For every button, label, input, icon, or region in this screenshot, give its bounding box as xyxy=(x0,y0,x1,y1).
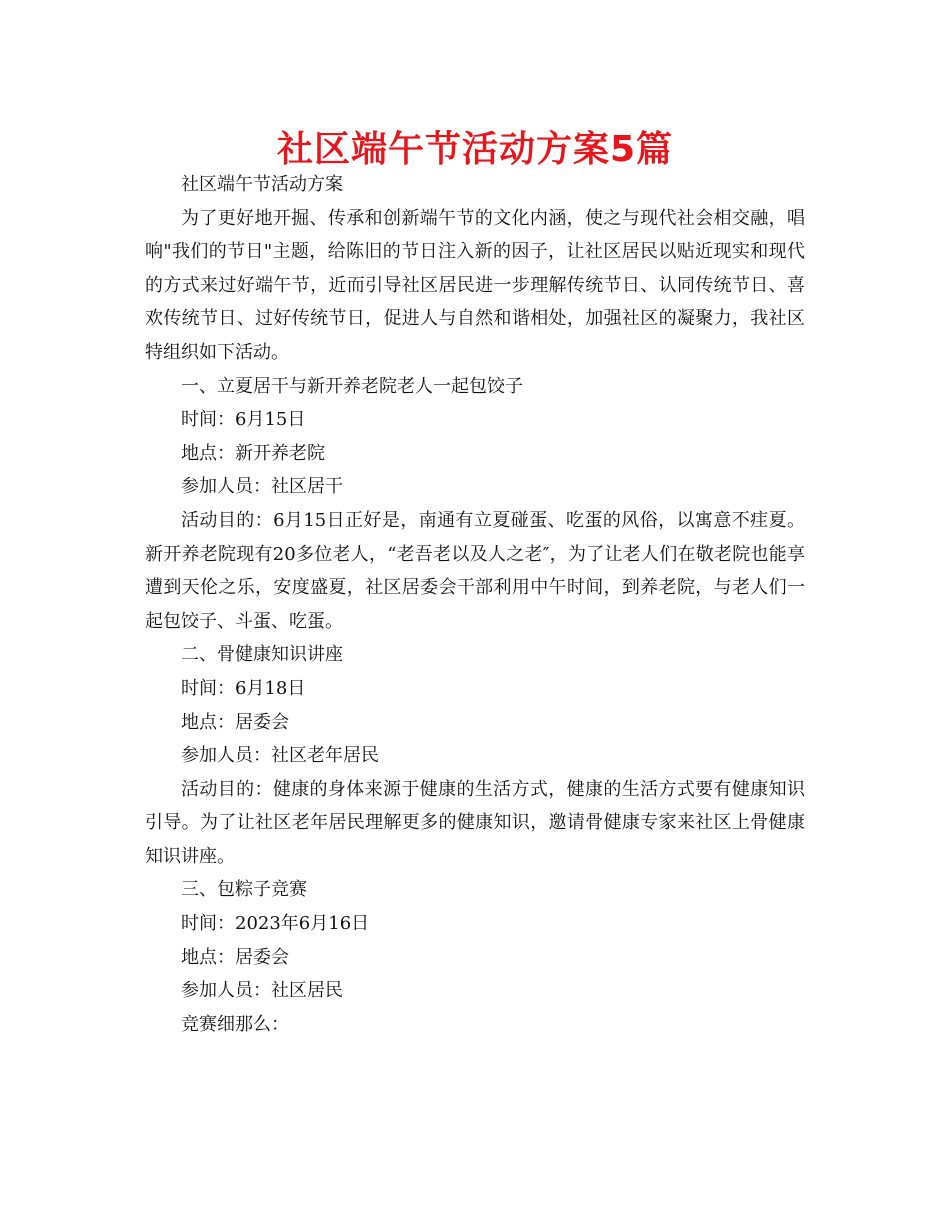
document-body xyxy=(145,168,805,1041)
section-heading-1: 一、立夏居干与新开养老院老人一起包饺子 xyxy=(181,375,523,397)
section-2-time: 时间：6月18日 xyxy=(181,677,306,699)
section-3-rules: 竞赛细那么： xyxy=(181,1013,289,1035)
section-3-time: 时间：2023年6月16日 xyxy=(181,913,370,935)
section-1-participants: 参加人员：社区居干 xyxy=(181,476,343,498)
paragraph-intro: 为了更好地开掘、传承和创新端午节的文化内涵，使之与现代社会相交融，唱响"我们的节日"主题，给陈旧的节日注入新的因子，让社区居民以贴近现实和现代的方式来过好端午节，近而引导社区居民进一步理解传统节日、认同传统节日、喜欢传统节日、过好传统节日，促进人与自然和谐相处，加强社区的凝聚力，我社区特组织如下活动。 xyxy=(145,207,805,363)
section-1-purpose: 活动目的：6月15日正好是，南通有立夏碰蛋、吃蛋的风俗，以寓意不疰夏。新开养老院现有20多位老人，“老吾老以及人之老″，为了让老人们在敬老院也能享遭到天伦之乐，安度盛夏，社区居委会干部利用中午时间，到养老院，与老人们一起包饺子、斗蛋、吃蛋。 xyxy=(145,509,805,632)
section-3-participants: 参加人员：社区居民 xyxy=(181,980,343,1002)
section-2-purpose: 活动目的：健康的身体来源于健康的生活方式，健康的生活方式要有健康知识引导。为了让社区老年居民理解更多的健康知识，邀请骨健康专家来社区上骨健康知识讲座。 xyxy=(145,778,805,867)
paragraph-subtitle: 社区端午节活动方案 xyxy=(181,174,343,195)
section-2-participants: 参加人员：社区老年居民 xyxy=(181,745,379,767)
section-heading-2: 二、骨健康知识讲座 xyxy=(181,644,343,666)
section-3-location: 地点：居委会 xyxy=(181,946,289,968)
document-title: 社区端午节活动方案5篇 xyxy=(276,129,674,170)
section-1-time: 时间：6月15日 xyxy=(181,409,306,431)
section-heading-3: 三、包粽子竞赛 xyxy=(181,879,307,901)
section-1-location: 地点：新开养老院 xyxy=(181,442,325,464)
section-2-location: 地点：居委会 xyxy=(181,711,289,733)
